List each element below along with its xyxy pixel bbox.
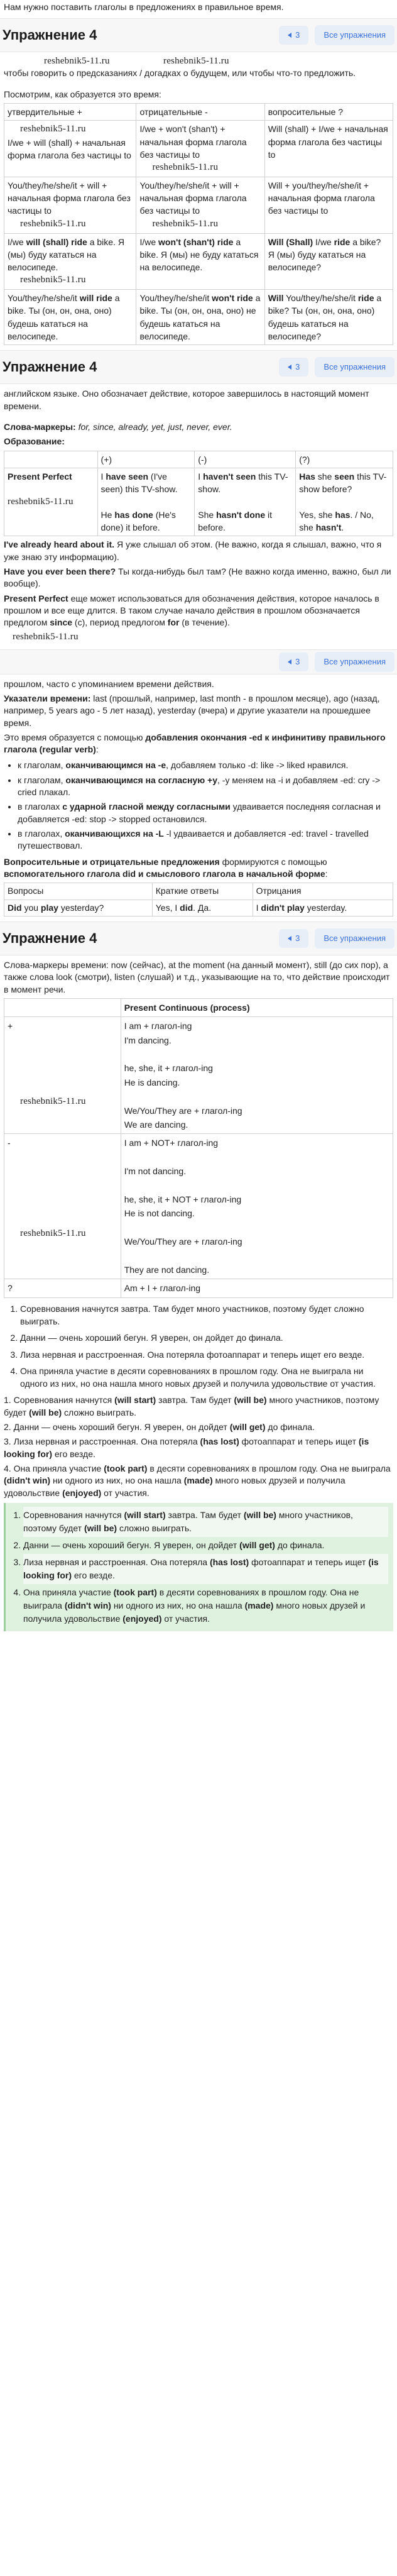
intro-text: Нам нужно поставить глаголы в предложениях в правильное время. xyxy=(4,2,284,12)
list-item: • в глаголах с ударной гласной между согласными удваивается последняя согласная и добавляется -ed: stop -> stopped остановился. xyxy=(18,800,393,827)
arrow-left-icon xyxy=(288,936,291,941)
paragraph: Слова-маркеры: for, since, already, yet, just, never, ever. xyxy=(4,421,232,432)
exercise-title: Упражнение 4 xyxy=(3,359,97,375)
answer-line: 3. Лиза нервная и расстроенная. Она потеряла (has lost) фотоаппарат и теперь ищет (is looking for) его везде. xyxy=(4,1436,369,1459)
watermark: reshebnik5-11.ru xyxy=(13,631,79,642)
paragraph: чтобы говорить о предсказаниях / догадках о будущем, или чтобы что-то предложить. xyxy=(4,68,356,79)
list-item: • к глаголам, оканчивающимся на -e, добавляем только -d: like -> liked нравился. xyxy=(18,758,393,773)
table-header xyxy=(4,998,121,1016)
exercise-header xyxy=(0,350,397,384)
table-cell: You/they/he/she/it will ride a bike. Ты (он, он, она, оно) будешь кататься на велосипеде. xyxy=(4,290,136,345)
paragraph: I've already heard about it. Я уже слышал об этом. (Не важно, когда я слышал, важно, что я уже знаю эту информацию). xyxy=(4,539,382,562)
table-cell: Will + you/they/he/she/it + начальная форма глагола без частицы to xyxy=(264,177,393,233)
table-cell: I am + глагол-ing I'm dancing. he, she, it + глагол-ing He is dancing. We/You/They are + глагол-ing We are dancing. xyxy=(121,1017,393,1134)
back-button[interactable]: 3 xyxy=(279,652,308,671)
back-button[interactable]: 3 xyxy=(279,26,308,45)
table-cell: Has she seen this TV-show before? Yes, she has. / No, she hasn't. xyxy=(296,468,393,536)
table-cell: Will (shall) + I/we + начальная форма глагола без частицы to xyxy=(264,121,393,177)
watermark: reshebnik5-11.ru xyxy=(163,56,229,67)
paragraph: Слова-маркеры времени: now (сейчас), at the moment (на данный момент), still (до сих пор), а также слова look (смотри), listen (слушай) и т.д., указывающие на то, что действие происходит в момент речи. xyxy=(4,959,390,994)
paragraph: Образование: xyxy=(4,436,65,447)
table-header: (-) xyxy=(195,451,296,468)
table-cell: I didn't play yesterday. xyxy=(253,900,393,916)
arrow-left-icon xyxy=(288,365,291,370)
table-header xyxy=(4,451,98,468)
paragraph: Указатели времени: last (прошлый, например, last month - в прошлом месяце), ago (назад, например, 5 years ago - 5 лет назад), yesterday (вчера) и другие указатели на прошедшее время. xyxy=(4,693,380,728)
all-exercises-button[interactable]: Все упражнения xyxy=(315,25,394,45)
arrow-left-icon xyxy=(288,659,291,664)
list-item: • к глаголам, оканчивающимся на согласную +y, -y меняем на -i и добавляем -ed: cry -> cried плакал. xyxy=(18,773,393,800)
table-cell: reshebnik5-11.ru I/we + will (shall) + начальная форма глагола без частицы to xyxy=(4,121,136,177)
table-cell: I have seen (I've seen) this TV-show. He has done (He's done) it before. xyxy=(97,468,195,536)
table-cell: Am + I + глагол-ing xyxy=(121,1279,393,1297)
exercise-header xyxy=(0,18,397,52)
paragraph: английском языке. Оно обозначает действие, которое завершилось в настоящий момент времени. xyxy=(4,388,369,411)
table-cell: + reshebnik5-11.ru xyxy=(4,1017,121,1134)
table-cell: You/they/he/she/it won't ride a bike. Ты (он, он, она, оно) не будешь кататься на велосипеде. xyxy=(136,290,264,345)
paragraph: Это время образуется с помощью добавления окончания -ed к инфинитиву правильного глагола (regular verb): xyxy=(4,732,386,755)
all-exercises-button[interactable]: Все упражнения xyxy=(315,652,394,672)
back-button[interactable]: 3 xyxy=(279,929,308,948)
table-cell: - reshebnik5-11.ru xyxy=(4,1134,121,1279)
table-header: утвердительные + xyxy=(4,103,136,120)
table-cell: I/we won't (shan't) ride a bike. Я (мы) не буду кататься на велосипеде. xyxy=(136,233,264,290)
table-cell: ? xyxy=(4,1279,121,1297)
table-header: Present Continuous (process) xyxy=(121,998,393,1016)
all-exercises-button[interactable]: Все упражнения xyxy=(315,928,394,949)
paragraph: Present Perfect еще может использоваться для обозначения действия, которое началось в прошлом и все еще длится. В таком случае начало действия в прошлом обозначается предлогом since (с), период предлогом for (в течение). xyxy=(4,593,379,628)
past-simple-table xyxy=(4,883,393,916)
watermark: reshebnik5-11.ru xyxy=(44,56,110,67)
table-header: вопросительные ? xyxy=(264,103,393,120)
paragraph: Посмотрим, как образуется это время: xyxy=(4,89,161,99)
table-cell: I am + NOT+ глагол-ing I'm not dancing. he, she, it + NOT + глагол-ing He is not dancing. We/You/They are + глагол-ing They are not dancing. xyxy=(121,1134,393,1279)
table-header: Отрицания xyxy=(253,883,393,900)
answer-line: 1. Соревнования начнутся (will start) завтра. Там будет (will be) много участников, поэтому будет (will be) сложно выиграть. xyxy=(4,1395,379,1417)
exercise-list xyxy=(16,1299,397,1394)
paragraph: прошлом, часто с упоминанием времени действия. xyxy=(4,678,214,689)
answer-item: 3. Лиза нервная и расстроенная. Она потеряла (has lost) фотоаппарат и теперь ищет (is looking for) его везде. xyxy=(23,1554,388,1584)
exercise-title: Упражнение 4 xyxy=(3,930,97,946)
list-item: 2. Данни — очень хороший бегун. Я уверен, он дойдет до финала. xyxy=(20,1329,393,1346)
list-item: • в глаголах, оканчивающихся на -L -l удваивается и добавляется -ed: travel - travelled путешествовал. xyxy=(18,827,393,854)
answer-line: 4. Она приняла участие (took part) в десяти соревнованиях в прошлом году. Она не выиграла (didn't win) ни одного из них, но она нашла (made) много новых друзей и получила удовольствие (enjoyed) от участия. xyxy=(4,1463,391,1498)
table-cell: I/we will (shall) ride a bike. Я (мы) буду кататься на велосипеде. reshebnik5-11.ru xyxy=(4,233,136,290)
present-perfect-table xyxy=(4,451,393,537)
table-cell: You/they/he/she/it + will + начальная форма глагола без частицы to reshebnik5-11.ru xyxy=(4,177,136,233)
present-continuous-table xyxy=(4,998,393,1298)
table-cell: I/we + won't (shan't) + начальная форма глагола без частицы to reshebnik5-11.ru xyxy=(136,121,264,177)
paragraph: Вопросительные и отрицательные предложения формируются с помощью вспомогательного глагола did и смыслового глагола в начальной форме: xyxy=(4,856,328,879)
answer-line: 2. Данни — очень хороший бегун. Я уверен, он дойдет (will get) до финала. xyxy=(4,1422,315,1433)
table-cell: Will You/they/he/she/it ride a bike? Ты (он, он, она, оно) будешь кататься на велосипеде? xyxy=(264,290,393,345)
table-cell: Will (Shall) I/we ride a bike? Я (мы) буду кататься на велосипеде? xyxy=(264,233,393,290)
answer-item: 4. Она приняла участие (took part) в десяти соревнованиях в прошлом году. Она не выиграла (didn't win) ни одного из них, но она нашла (made) много новых друзей и получила удовольствие (enjoyed) от участия. xyxy=(23,1584,388,1627)
all-exercises-button[interactable]: Все упражнения xyxy=(315,357,394,377)
exercise-title: Упражнение 4 xyxy=(3,27,97,43)
will-table xyxy=(4,103,393,345)
table-cell: I haven't seen this TV-show. She hasn't done it before. xyxy=(195,468,296,536)
table-header: (+) xyxy=(97,451,195,468)
exercise-header xyxy=(0,922,397,955)
table-cell: Did you play yesterday? xyxy=(4,900,153,916)
table-cell: Yes, I did. Да. xyxy=(152,900,253,916)
exercise-header xyxy=(0,649,397,674)
table-header: (?) xyxy=(296,451,393,468)
paragraph: Have you ever been there? Ты когда-нибудь был там? (Не важно когда именно, важно, был ли вообще). xyxy=(4,566,391,589)
answer-item: 2. Данни — очень хороший бегун. Я уверен, он дойдет (will get) до финала. xyxy=(23,1537,388,1554)
table-header: Краткие ответы xyxy=(152,883,253,900)
list-item: 4. Она приняла участие в десяти соревнованиях в прошлом году. Она не выиграла ни одного из них, но она нашла много новых друзей и получила удовольствие от участия. xyxy=(20,1363,393,1392)
answer-item: 1. Соревнования начнутся (will start) завтра. Там будет (will be) много участников, поэтому будет (will be) сложно выиграть. xyxy=(23,1507,388,1537)
list-item: 1. Соревнования начнутся завтра. Там будет много участников, поэтому будет сложно выиграть. xyxy=(20,1301,393,1330)
arrow-left-icon xyxy=(288,33,291,38)
answer-box xyxy=(4,1503,393,1631)
table-cell: You/they/he/she/it + will + начальная форма глагола без частицы to reshebnik5-11.ru xyxy=(136,177,264,233)
back-button[interactable]: 3 xyxy=(279,358,308,377)
table-header: Вопросы xyxy=(4,883,153,900)
table-cell: Present Perfect reshebnik5-11.ru xyxy=(4,468,98,536)
table-header: отрицательные - xyxy=(136,103,264,120)
list-item: 3. Лиза нервная и расстроенная. Она потеряла фотоаппарат и теперь ищет его везде. xyxy=(20,1346,393,1363)
